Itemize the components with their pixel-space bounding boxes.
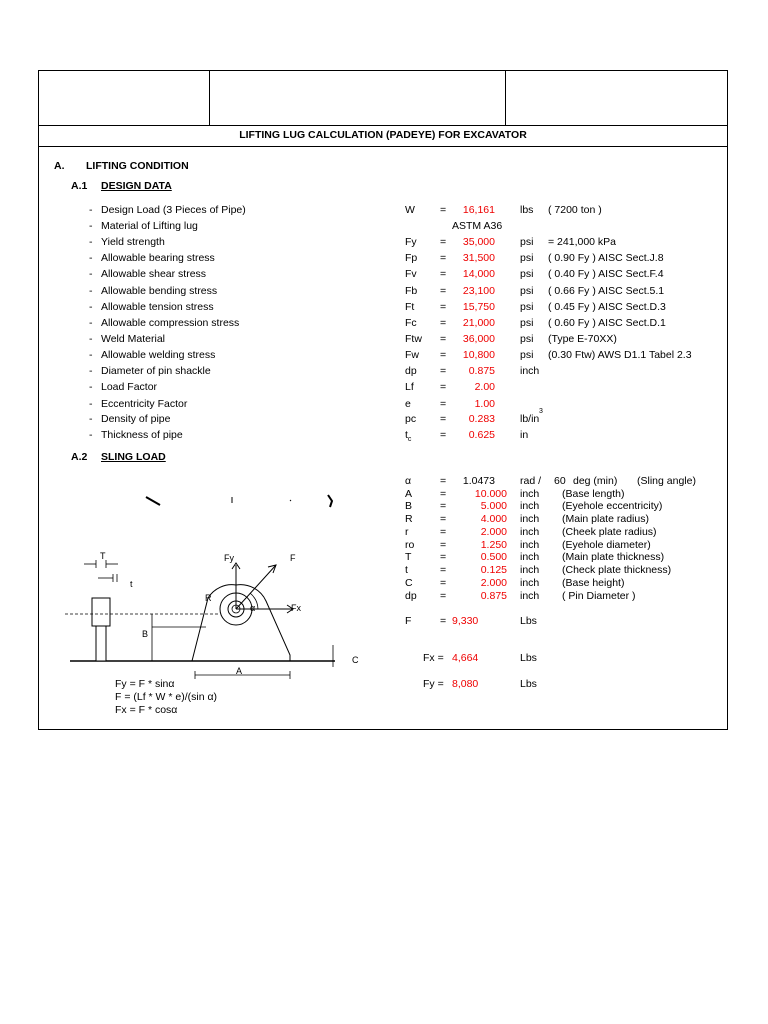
sling-row-note: (Main plate thickness) xyxy=(562,551,665,563)
design-row-symbol: pc xyxy=(405,413,417,425)
formula-fy: Fy = F * sinα xyxy=(115,678,175,690)
design-row-value: 36,000 xyxy=(462,333,495,345)
result-f-equals: = xyxy=(440,615,447,627)
force-f-arrow xyxy=(236,565,276,609)
design-row-value: 0.875 xyxy=(468,365,495,377)
padeye-sketch xyxy=(60,485,380,680)
sling-row-unit: inch xyxy=(520,526,540,538)
dim-B-label: B xyxy=(142,629,149,639)
design-row-label: Eccentricity Factor xyxy=(101,398,188,410)
sling-row-value: 4.000 xyxy=(480,513,507,525)
design-row-value: 0.283 xyxy=(468,413,495,425)
alpha-value: 1.0473 xyxy=(462,475,495,487)
design-row-equals: = xyxy=(440,413,447,425)
header-divider xyxy=(39,125,727,126)
design-row-label: Thickness of pipe xyxy=(101,429,183,441)
design-row-label: Design Load (3 Pieces of Pipe) xyxy=(101,204,246,216)
angle-alpha-label: α xyxy=(250,603,256,613)
design-row-value: 23,100 xyxy=(462,285,495,297)
result-fy-value: 8,080 xyxy=(452,678,479,690)
design-row-label: Density of pipe xyxy=(101,413,171,425)
force-fy-label: Fy xyxy=(224,553,234,563)
dim-T-label: T xyxy=(100,551,106,561)
sling-row-symbol: B xyxy=(405,500,413,512)
result-f-unit: Lbs xyxy=(520,615,537,627)
sling-row-unit: inch xyxy=(520,488,540,500)
design-row-unit: psi xyxy=(520,333,534,345)
force-fx-label: Fx xyxy=(291,603,301,613)
sling-row-note: (Eyehole eccentricity) xyxy=(562,500,663,512)
sling-row-symbol: dp xyxy=(405,590,417,602)
design-row-note: (Type E-70XX) xyxy=(548,333,617,345)
design-row-value: 10,800 xyxy=(462,349,495,361)
section-a-number: A. xyxy=(54,160,65,172)
sling-row-note: (Cheek plate radius) xyxy=(562,526,657,538)
section-a2-number: A.2 xyxy=(71,451,88,463)
design-row-label: Allowable bending stress xyxy=(101,285,218,297)
design-row-symbol: $t_c$ xyxy=(405,429,412,444)
design-row-dash: - xyxy=(89,268,93,280)
design-row-dash: - xyxy=(89,429,93,441)
design-row-unit: psi xyxy=(520,301,534,313)
formula-f: F = (Lf * W * e)/(sin α) xyxy=(115,691,218,703)
sling-row-equals: = xyxy=(440,577,447,589)
sling-row-unit: inch xyxy=(520,551,540,563)
design-row-unit: psi xyxy=(520,236,534,248)
design-row-unit: psi xyxy=(520,285,534,297)
design-row-dash: - xyxy=(89,413,93,425)
sling-row-symbol: t xyxy=(405,564,408,576)
alpha-symbol: α xyxy=(405,475,412,487)
sling-row-value: 5.000 xyxy=(480,500,507,512)
design-row-note: = 241,000 kPa xyxy=(548,236,617,248)
header-cell-left xyxy=(39,71,210,125)
sling-row-unit: inch xyxy=(520,577,540,589)
sling-row-equals: = xyxy=(440,513,447,525)
design-row-equals: = xyxy=(440,333,447,345)
sling-row-symbol: r xyxy=(405,526,409,538)
sling-row-symbol: C xyxy=(405,577,413,589)
design-row-label: Allowable bearing stress xyxy=(101,252,215,264)
design-row-equals: = xyxy=(440,365,447,377)
design-row-label: Allowable shear stress xyxy=(101,268,207,280)
sling-row-value: 2.000 xyxy=(480,526,507,538)
design-row-note: (0.30 Ftw) AWS D1.1 Tabel 2.3 xyxy=(548,349,692,361)
design-row-dash: - xyxy=(89,365,93,377)
result-fx-symbol: Fx = xyxy=(423,652,444,664)
sling-row-unit: inch xyxy=(520,590,540,602)
design-row-equals: = xyxy=(440,301,447,313)
design-row-symbol: Ft xyxy=(405,301,415,313)
design-row-dash: - xyxy=(89,220,93,232)
sling-row-value: 10.000 xyxy=(474,488,507,500)
sling-row-symbol: R xyxy=(405,513,413,525)
design-row-dash: - xyxy=(89,381,93,393)
design-row-dash: - xyxy=(89,398,93,410)
design-row-label: Material of Lifting lug xyxy=(101,220,198,232)
sling-row-value: 0.125 xyxy=(480,564,507,576)
side-pin-boss xyxy=(92,598,110,626)
design-row-equals: = xyxy=(440,381,447,393)
design-row-dash: - xyxy=(89,236,93,248)
design-row-dash: - xyxy=(89,349,93,361)
design-row-unit: psi xyxy=(520,268,534,280)
result-f-symbol: F xyxy=(405,615,412,627)
sling-row-note: (Eyehole diameter) xyxy=(562,539,651,551)
design-row-dash: - xyxy=(89,301,93,313)
design-row-dash: - xyxy=(89,204,93,216)
page-title: LIFTING LUG CALCULATION (PADEYE) FOR EXCAVATOR xyxy=(239,129,527,141)
design-row-value: 14,000 xyxy=(462,268,495,280)
section-a1-number: A.1 xyxy=(71,180,88,192)
result-fx-value: 4,664 xyxy=(452,652,479,664)
sling-row-symbol: T xyxy=(405,551,412,563)
design-row-unit: psi xyxy=(520,317,534,329)
dim-R-label: R xyxy=(205,593,212,603)
design-row-unit: in xyxy=(520,429,529,441)
sling-row-equals: = xyxy=(440,551,447,563)
design-row-label: Diameter of pin shackle xyxy=(101,365,211,377)
design-row-label: Load Factor xyxy=(101,381,158,393)
design-row-symbol: Fv xyxy=(405,268,417,280)
design-row-unit: psi xyxy=(520,349,534,361)
result-fy-symbol: Fy = xyxy=(423,678,444,690)
density-unit-superscript: 3 xyxy=(539,408,543,415)
design-row-dash: - xyxy=(89,317,93,329)
design-row-equals: = xyxy=(440,429,447,441)
sling-row-note: ( Pin Diameter ) xyxy=(562,590,636,602)
design-row-label: Yield strength xyxy=(101,236,165,248)
design-row-unit: lbs xyxy=(520,204,534,216)
sling-row-note: (Check plate thickness) xyxy=(562,564,672,576)
design-row-equals: = xyxy=(440,252,447,264)
sling-row-value: 2.000 xyxy=(480,577,507,589)
result-fx-unit: Lbs xyxy=(520,652,537,664)
title-divider xyxy=(39,146,727,147)
result-f-value: 9,330 xyxy=(452,615,479,627)
design-row-value: 2.00 xyxy=(474,381,495,393)
design-row-symbol: Fw xyxy=(405,349,419,361)
design-row-equals: = xyxy=(440,204,447,216)
thickness-subscript: c xyxy=(407,436,412,444)
section-a2-title: SLING LOAD xyxy=(101,451,166,463)
sling-row-equals: = xyxy=(440,526,447,538)
sling-row-value: 0.500 xyxy=(480,551,507,563)
sling-row-unit: inch xyxy=(520,500,540,512)
design-row-unit: lb/in xyxy=(520,413,540,425)
sling-row-unit: inch xyxy=(520,564,540,576)
design-row-symbol: dp xyxy=(405,365,417,377)
design-row-unit: inch xyxy=(520,365,540,377)
design-row-symbol: Fb xyxy=(405,285,418,297)
dim-C-label: C xyxy=(352,655,359,665)
sling-row-equals: = xyxy=(440,564,447,576)
sling-row-value: 1.250 xyxy=(480,539,507,551)
design-row-label: Allowable welding stress xyxy=(101,349,216,361)
design-row-dash: - xyxy=(89,252,93,264)
sling-row-unit: inch xyxy=(520,513,540,525)
design-row-label: Allowable tension stress xyxy=(101,301,214,313)
design-row-note: ( 0.90 Fy ) AISC Sect.J.8 xyxy=(548,252,664,264)
design-row-equals: = xyxy=(440,398,447,410)
alpha-note: (Sling angle) xyxy=(637,475,696,487)
design-row-symbol: Lf xyxy=(405,381,414,393)
sling-row-unit: inch xyxy=(520,539,540,551)
alpha-degrees: 60 xyxy=(554,475,566,487)
dim-A-label: A xyxy=(236,666,243,676)
design-row-note: ( 0.66 Fy ) AISC Sect.5.1 xyxy=(548,285,665,297)
design-row-label: Weld Material xyxy=(101,333,165,345)
design-row-equals: = xyxy=(440,349,447,361)
design-row-equals: = xyxy=(440,317,447,329)
sling-row-note: (Base length) xyxy=(562,488,625,500)
design-row-dash: - xyxy=(89,285,93,297)
design-row-symbol: Fy xyxy=(405,236,417,248)
design-row-symbol: e xyxy=(405,398,411,410)
design-row-value: 21,000 xyxy=(462,317,495,329)
section-a1-title: DESIGN DATA xyxy=(101,180,172,192)
design-row-value: 15,750 xyxy=(462,301,495,313)
design-row-symbol: W xyxy=(405,204,415,216)
sling-mark-dot xyxy=(290,500,291,501)
sling-row-equals: = xyxy=(440,539,447,551)
design-row-symbol: Ftw xyxy=(405,333,422,345)
sling-row-note: (Main plate radius) xyxy=(562,513,649,525)
design-row-label: Allowable compression stress xyxy=(101,317,240,329)
section-a-title: LIFTING CONDITION xyxy=(86,160,189,172)
sling-row-equals: = xyxy=(440,500,447,512)
sling-row-equals: = xyxy=(440,590,447,602)
header-cell-middle xyxy=(210,71,506,125)
sling-row-value: 0.875 xyxy=(480,590,507,602)
design-row-value: 16,161 xyxy=(462,204,495,216)
sling-row-symbol: ro xyxy=(405,539,415,551)
design-row-value: 35,000 xyxy=(462,236,495,248)
sling-mark-right xyxy=(328,495,332,507)
sling-row-equals: = xyxy=(440,488,447,500)
design-row-symbol: Fp xyxy=(405,252,418,264)
sling-row-note: (Base height) xyxy=(562,577,625,589)
design-row-unit: psi xyxy=(520,252,534,264)
alpha-degree-unit: deg (min) xyxy=(573,475,618,487)
sling-mark-left xyxy=(146,497,160,505)
design-row-note: ( 0.60 Fy ) AISC Sect.D.1 xyxy=(548,317,666,329)
force-f-label: F xyxy=(290,553,296,563)
design-row-value: 0.625 xyxy=(468,429,495,441)
result-fy-unit: Lbs xyxy=(520,678,537,690)
design-row-equals: = xyxy=(440,236,447,248)
design-row-equals: = xyxy=(440,285,447,297)
formula-fx: Fx = F * cosα xyxy=(115,704,178,716)
alpha-unit: rad / xyxy=(520,475,542,487)
design-row-material-value: ASTM A36 xyxy=(452,220,503,232)
design-row-value: 31,500 xyxy=(462,252,495,264)
design-row-dash: - xyxy=(89,333,93,345)
sling-row-symbol: A xyxy=(405,488,413,500)
design-row-symbol: Fc xyxy=(405,317,417,329)
design-row-note: ( 7200 ton ) xyxy=(548,204,602,216)
dim-t-label: t xyxy=(130,579,133,589)
design-row-value: 1.00 xyxy=(474,398,495,410)
design-row-note: ( 0.45 Fy ) AISC Sect.D.3 xyxy=(548,301,666,313)
design-row-note: ( 0.40 Fy ) AISC Sect.F.4 xyxy=(548,268,664,280)
design-row-equals: = xyxy=(440,268,447,280)
alpha-equals: = xyxy=(440,475,447,487)
